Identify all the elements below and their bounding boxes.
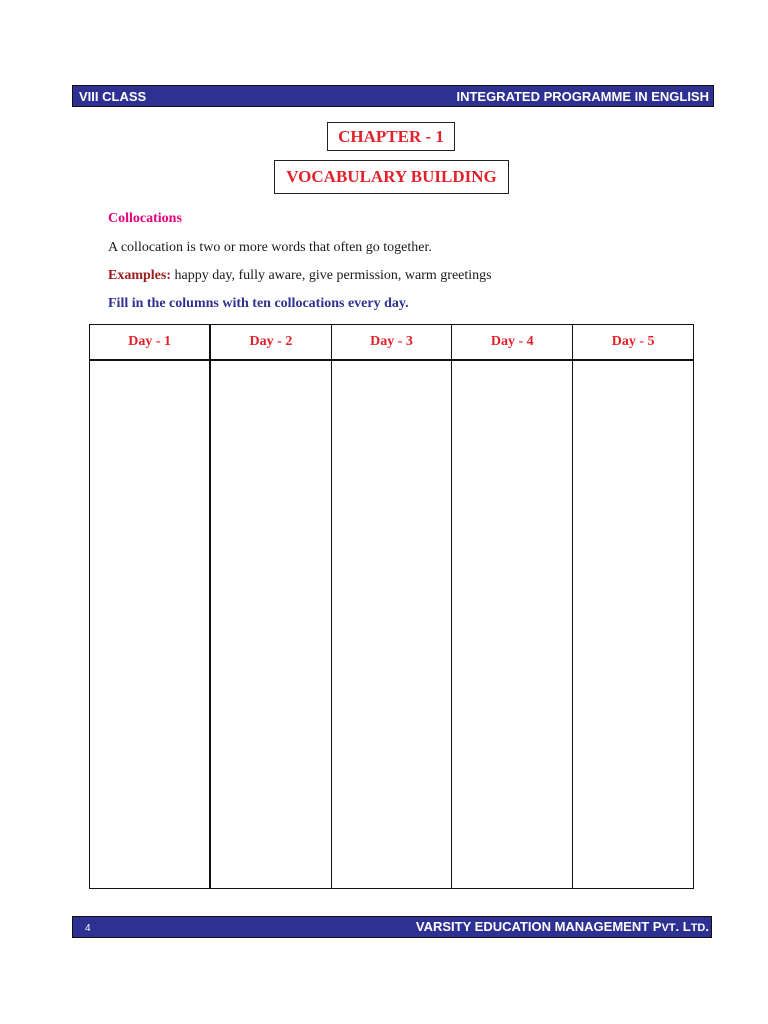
day-3-cell[interactable] xyxy=(331,360,452,889)
publisher-name xyxy=(416,919,709,934)
chapter-title-box xyxy=(327,122,455,151)
lesson-title-box xyxy=(274,160,509,194)
section-heading: Collocations xyxy=(108,211,182,226)
class-label: VIII CLASS xyxy=(79,88,147,104)
column-header-day-2: Day - 2 xyxy=(210,325,331,361)
day-1-cell[interactable] xyxy=(90,360,211,889)
table-header-row xyxy=(90,325,694,361)
column-header-day-3: Day - 3 xyxy=(331,325,452,361)
definition-text: A collocation is two or more words that often go together. xyxy=(108,240,432,255)
examples-text: happy day, fully aware, give permission, warm greetings xyxy=(171,268,492,283)
day-2-cell[interactable] xyxy=(210,360,331,889)
column-header-day-5: Day - 5 xyxy=(573,325,694,361)
instruction-text: Fill in the columns with ten collocations every day. xyxy=(108,296,409,311)
collocation-table xyxy=(89,324,694,889)
publisher-small-1: VT xyxy=(661,922,676,934)
day-5-cell[interactable] xyxy=(573,360,694,889)
column-header-day-4: Day - 4 xyxy=(452,325,573,361)
day-4-cell[interactable] xyxy=(452,360,573,889)
programme-label: INTEGRATED PROGRAMME IN ENGLISH xyxy=(456,88,709,104)
publisher-small-2: TD xyxy=(690,922,706,934)
column-header-day-1: Day - 1 xyxy=(90,325,211,361)
page-number: 4 xyxy=(85,923,91,934)
lesson-title: VOCABULARY BUILDING xyxy=(286,167,497,186)
table-row xyxy=(90,360,694,889)
examples-label: Examples: xyxy=(108,268,171,283)
publisher-main: VARSITY EDUCATION MANAGEMENT P xyxy=(415,919,662,934)
page-header-bar xyxy=(72,85,714,107)
chapter-title: CHAPTER - 1 xyxy=(338,126,444,146)
page-footer-bar xyxy=(72,916,712,938)
publisher-mid: . L xyxy=(675,919,691,934)
examples-line xyxy=(108,268,492,284)
publisher-end: . xyxy=(705,919,709,934)
